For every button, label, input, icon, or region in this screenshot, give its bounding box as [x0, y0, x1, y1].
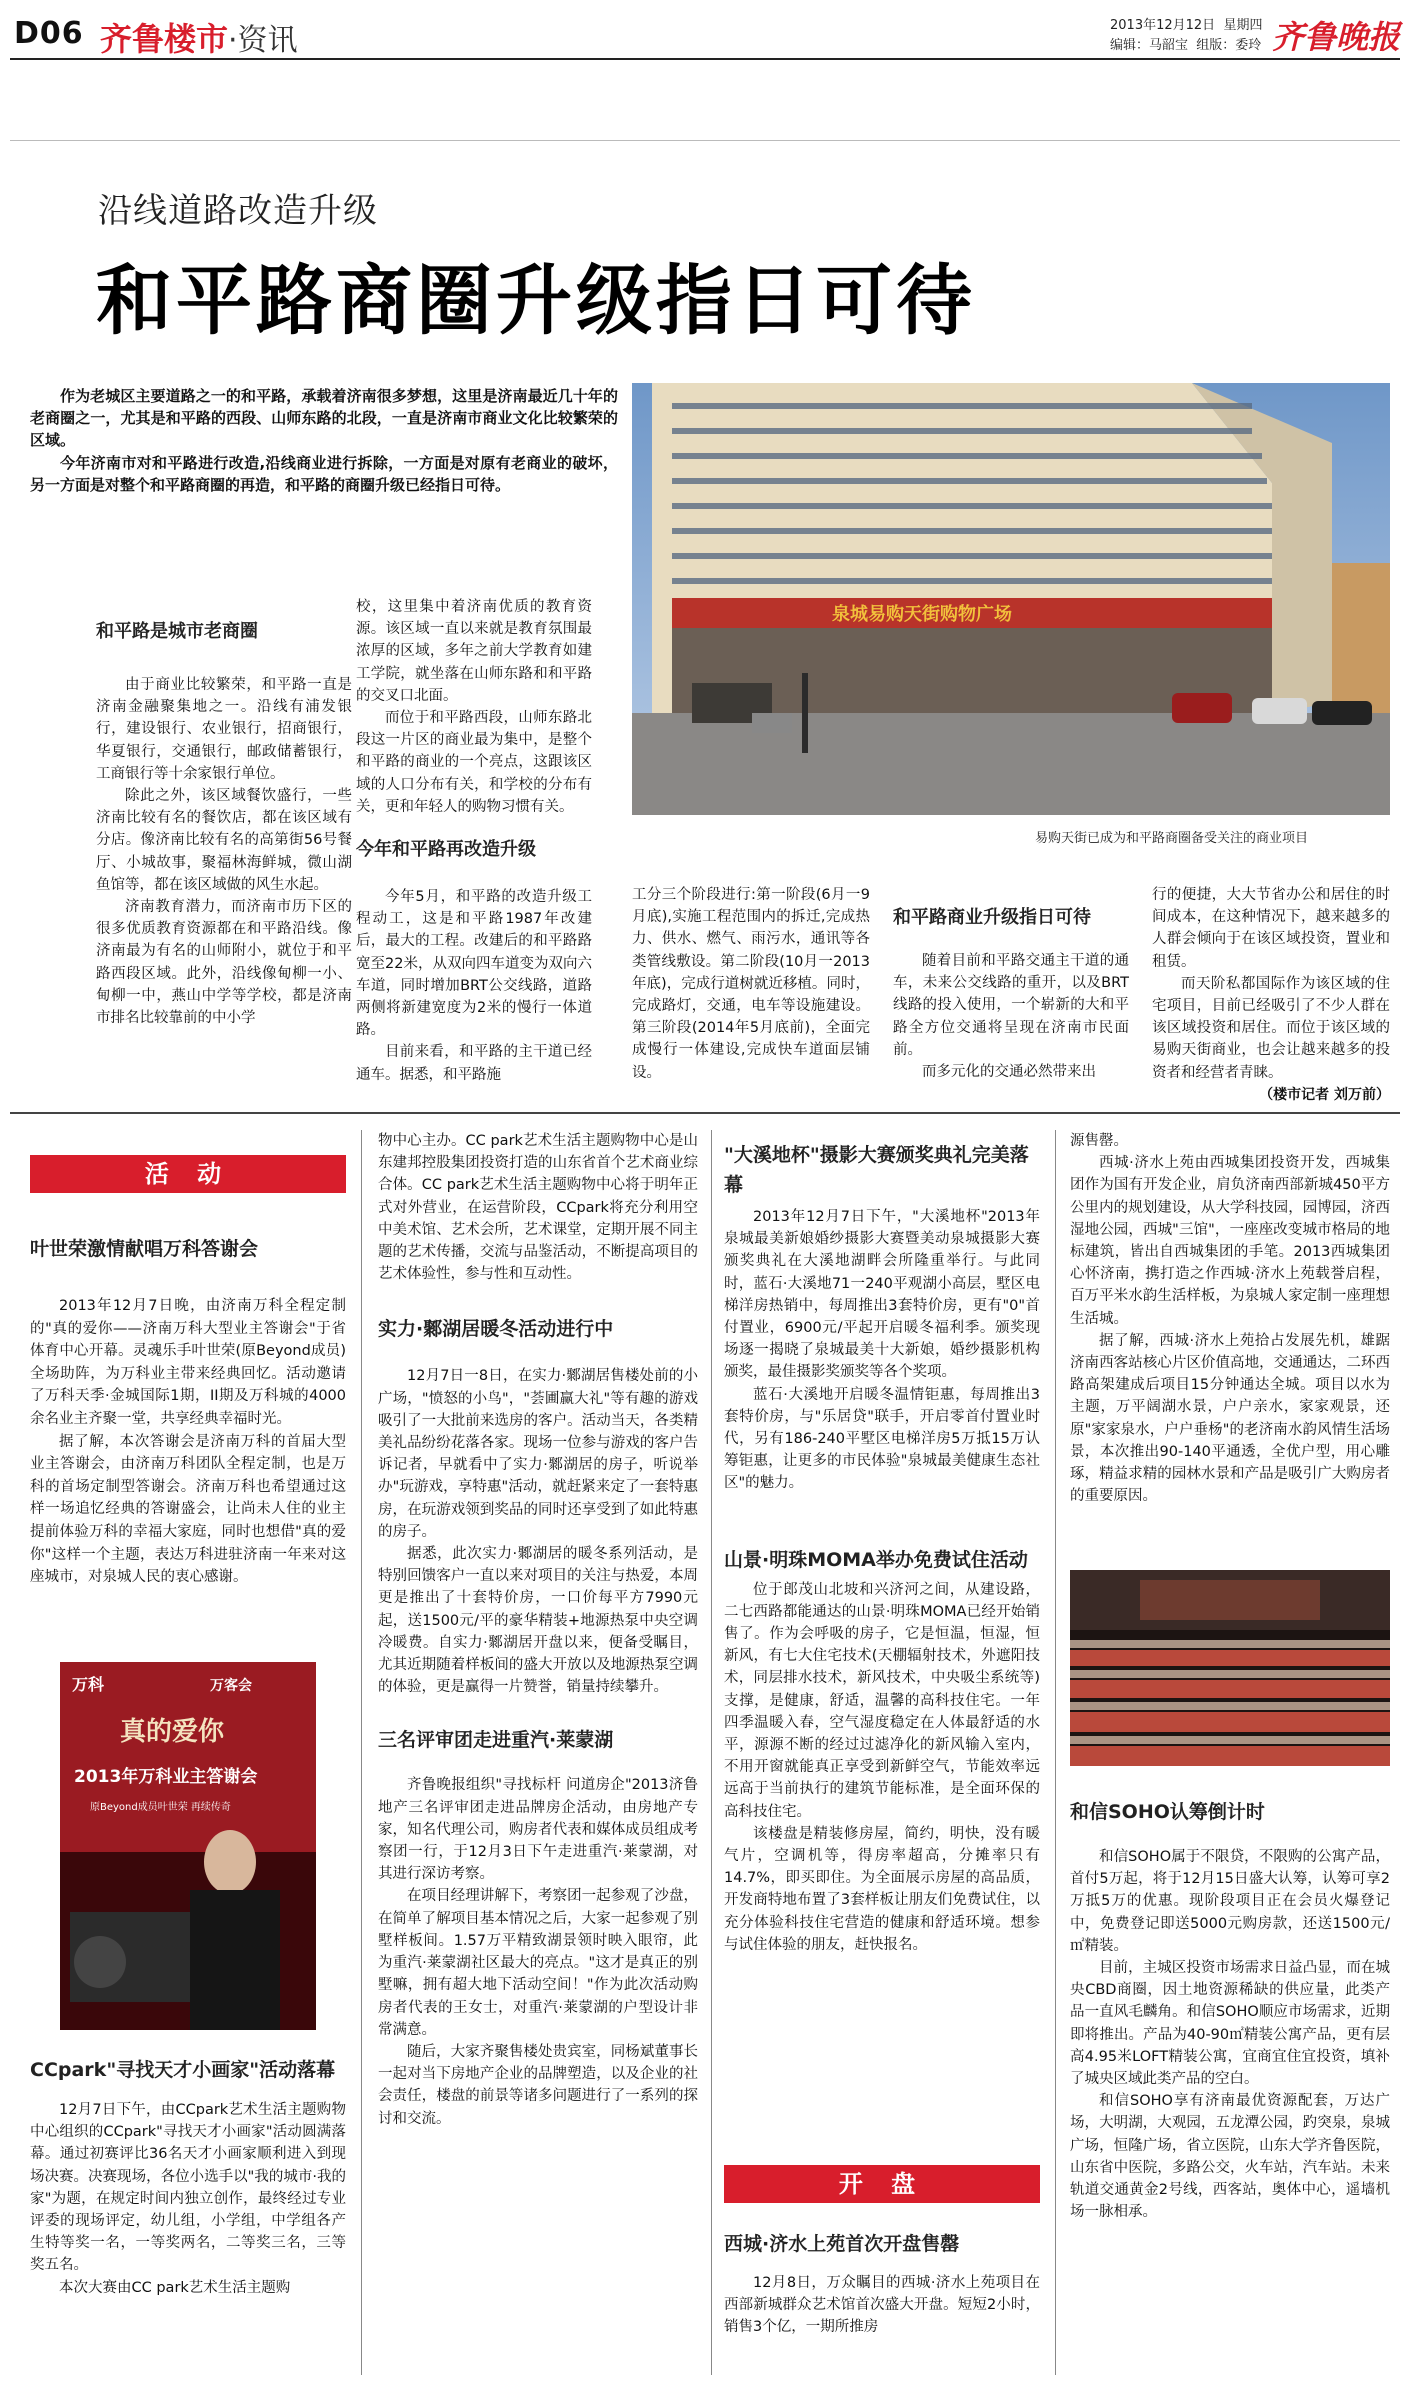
bottom-column-b	[378, 1130, 698, 2130]
newspaper-logo: 齐鲁晚报	[1272, 18, 1401, 56]
tag-activity: 活 动	[30, 1155, 346, 1193]
lead-column-2	[356, 596, 592, 1086]
lead-c2-p3: 今年5月，和平路的改造升级工程动工，这是和平路1987年改建后，最大的工程。改建后的和平路路宽至22米，从双向四车道变为双向六车道，同时增加BRT公交线路，道路两侧将新建宽度为2米的慢行一体道路。	[356, 889, 592, 1039]
lead-c4-p2: 而多元化的交通必然带来出	[922, 1064, 1096, 1081]
lead-intro	[30, 385, 618, 496]
bottom-column-c	[724, 1140, 1040, 1956]
lead-c3-p1: 工分三个阶段进行:第一阶段(6月一9月底),实施工程范围内的拆迁,完成热力、供水、燃气、雨污水，通讯等各类管线敷设。第二阶段(10月一2013年底)，完成行道树就近移植。同时，完成路灯，交通，电车等设施建设。第三阶段(2014年5月底前)，全面完成慢行一体建设,完成快车道面层铺设。	[632, 887, 870, 1081]
lead-column-5	[1152, 884, 1390, 1104]
designer: 组版：委玲	[1196, 38, 1262, 53]
tag-kaipan: 开 盘	[724, 2165, 1040, 2203]
moma-p1: 位于郎茂山北坡和兴济河之间，从建设路，二七西路都能通达的山景·明珠MOMA已经开始销售了。作为会呼吸的房子，它是恒温，恒湿，恒新风，有七大住宅技术(天棚辐射技术，外遮阳技术，同层排水技术，新风技术，中央吸尘系统等)支撑，是健康，舒适，温馨的高科技住宅。一年四季温暖入春，空气湿度稳定在人体最舒适的水平，源源不断的经过过滤净化的新风输入室内，不用开窗就能真正享受到新鲜空气，节能效率远远高于当前执行的建筑节能标准，是全面环保的高科技住宅。	[724, 1581, 1040, 1820]
ccpark-title: CCpark"寻找天才小画家"活动落幕	[30, 2059, 336, 2081]
lead-column-1	[96, 618, 352, 1029]
page-code: D06	[14, 16, 84, 51]
section-divider	[10, 1112, 1400, 1114]
vanke-partner: 万客会	[210, 1678, 252, 1694]
vanke-p1: 2013年12月7日晚，由济南万科全程定制的"真的爱你——济南万科大型业主答谢会"于省体育中心开幕。灵魂乐手叶世荣(原Beyond成员)全场助阵，为万科业主带来经典回忆。活动邀请了万科天季·金城国际1期，II期及万科城的4000余名业主齐聚一堂，共享经典幸福时光。	[30, 1298, 346, 1427]
vanke-photo	[60, 1662, 316, 2030]
jishui-p1: 12月8日，万众瞩目的西城·济水上苑项目在西部新城群众艺术馆首次盛大开盘。短短2小时，销售3个亿，一期所推房	[724, 2275, 1040, 2336]
lead-c1-p2: 除此之外，该区域餐饮盛行，一些济南比较有名的餐饮店，都在该区域有分店。像济南比较有名的高第街56号餐厅、小城故事，聚福林海鲜城，微山湖鱼馆等，都在该区域做的风生水起。	[96, 788, 352, 893]
photo-caption: 易购天街已成为和平路商圈备受关注的商业项目	[1035, 831, 1309, 846]
lead-c2-p1: 校，这里集中着济南优质的教育资源。该区域一直以来就是教育氛围最浓厚的区域，多年之前大学教育如建工学院，就坐落在山师东路和和平路的交叉口北面。	[356, 599, 592, 704]
hexin-p3: 和信SOHO享有济南最优资源配套，万达广场，大明湖，大观园，五龙潭公园，趵突泉，泉城广场，恒隆广场，省立医院，山东大学齐鲁医院，山东省中医院，多路公交，火车站，汽车站。未来轨道交通黄金2号线，西客站，奥体中心，遥墙机场一脉相承。	[1070, 2093, 1390, 2221]
jishui-p3: 西城·济水上苑由西城集团投资开发，西城集团作为国有开发企业，肩负济南西部新城450平方公里内的规划建设，从大学科技园，园博园，济西湿地公园，西城"三馆"，一座座改变城市格局的地标建筑，皆出自西城集团的手笔。2013西城集团心怀济南，携打造之作西城·济水上苑载誉启程，百万平米水韵生活样板，为泉城人家定制一座理想生活城。	[1070, 1155, 1390, 1327]
jishui-p4: 据了解，西城·济水上苑拾占发展先机，雄踞济南西客站核心片区价值高地，交通通达，二环西路高架建成后项目15分钟通达全城。项目以水为主题，万平阔湖水景，户户亲水，家家观景，还原"家家泉水，户户垂杨"的老济南水韵风情生活场景，本次推出90-140平通透，全优户型，用心雕琢，精益求精的园林水景和产品是吸引广大购房者的重要原因。	[1070, 1332, 1390, 1505]
reporter-sign: （楼市记者 刘万前）	[1259, 1086, 1390, 1103]
ccpark-p1: 12月7日下午，由CCpark艺术生活主题购物中心组织的CCpark"寻找天才小画家"活动圆满落幕。通过初赛评比36名天才小画家顺利进入到现场决赛。决赛现场，各位小选手以"我的城市·我的家"为题，在规定时间内独立创作，最终经过专业评委的现场评定，幼儿组，小学组，中学组各产生特等奖一名，一等奖两名，二等奖三名，三等奖五名。	[30, 2102, 346, 2274]
page-header	[0, 0, 1409, 70]
editor: 编辑：马韶宝	[1110, 38, 1189, 53]
audience-hall-photo	[1070, 1570, 1390, 1766]
lead-top-rule	[10, 140, 1400, 141]
hexin-p1: 和信SOHO属于不限贷，不限购的公寓产品，首付5万起，将于12月15日盛大认筹，认筹可享2万抵5万的优惠。现阶段项目正在会员火爆登记中，免费登记即送5000元购房款，还送1500元/㎡精装。	[1070, 1849, 1390, 1954]
lead-column-4	[893, 884, 1129, 1083]
moma-p2: 该楼盘是精装修房屋，简约，明快，没有暖气片，空调机等，得房率超高，分摊率只有14.7%，即买即住。为全面展示房屋的高品质，开发商特地布置了3套样板让朋友们免费试住，以充分体验科技住宅营造的健康和舒适环境。想参与试住体验的朋友，赶快报名。	[724, 1825, 1040, 1953]
bottom-column-d	[1070, 1130, 1390, 1507]
kicker: 沿线道路改造升级	[98, 191, 378, 231]
shili-p1: 12月7日一8日，在实力·鄹湖居售楼处前的小广场，"愤怒的小鸟"，"荟圃赢大礼"等有趣的游戏吸引了一大批前来选房的客户。活动当天，各类精美礼品纷纷花落各家。现场一位参与游戏的客户告诉记者，早就看中了实力·鄹湖居的房子，听说举办"玩游戏，享特惠"活动，就赶紧来定了一套特惠房，在玩游戏领到奖品的同时还享受到了如此特惠的房子。	[378, 1368, 698, 1540]
vanke-theme: 真的爱你	[120, 1717, 225, 1747]
subhead-upgrade: 和平路商业升级指日可待	[893, 907, 1091, 928]
vanke-title: 叶世荣激情献唱万科答谢会	[30, 1238, 259, 1260]
bottom-column-d2	[1070, 1798, 1390, 2223]
vanke-event: 2013年万科业主答谢会	[74, 1767, 258, 1787]
moma-title: 山景·明珠MOMA举办免费试住活动	[724, 1548, 1028, 1571]
bottom-column-a	[30, 1235, 346, 1589]
photo-sign: 泉城易购天街购物广场	[832, 604, 1012, 625]
shili-title: 实力·鄹湖居暖冬活动进行中	[378, 1318, 614, 1341]
laimeng-p2: 在项目经理讲解下，考察团一起参观了沙盘，在简单了解项目基本情况之后，大家一起参观了别墅样板间。1.57万平精致湖景领时映入眼帘，此为重汽·莱蒙湖社区最大的亮点。"这才是真正的别墅嘛，拥有超大地下活动空间！"作为此次活动购房者代表的王女士，对重汽·莱蒙湖的户型设计非常满意。	[378, 1888, 698, 2038]
date: 2013年12月12日	[1110, 18, 1216, 33]
col-rule-cd	[1055, 1130, 1056, 2375]
lead-c2-p2: 而位于和平路西段，山师东路北段这一片区的商业最为集中，是整个和平路的商业的一个亮点，这跟该区域的人口分布有关，和学校的分布有关，更和年轻人的购物习惯有关。	[356, 710, 592, 815]
subhead-renovation: 今年和平路再改造升级	[356, 839, 536, 861]
vanke-guest: 原Beyond成员叶世荣 再续传奇	[90, 1802, 231, 1813]
audience-photo	[1070, 1570, 1390, 1766]
laimeng-p3: 随后，大家齐聚售楼处贵宾室，同杨斌董事长一起对当下房地产企业的品牌塑造，以及企业的社会责任，楼盘的前景等诸多问题进行了一系列的探讨和交流。	[378, 2043, 698, 2127]
laimeng-p1: 齐鲁晚报组织"寻找标杆 问道房企"2013济鲁地产三名评审团走进品牌房企活动，由房地产专家，知名代理公司，购房者代表和媒体成员组成考察团一行，于12月3日下午走进重汽·莱蒙湖，对其进行深访考察。	[378, 1777, 698, 1883]
weekday: 星期四	[1223, 18, 1263, 33]
daxidi-p1: 2013年12月7日下午，"大溪地杯"2013年泉城最美新娘婚纱摄影大赛暨美动泉城摄影大赛颁奖典礼在大溪地湖畔会所隆重举行。与此同时，蓝石·大溪地71一240平观湖小高层，墅区电梯洋房热销中，每周推出3套特价房，更有"0"首付置业，6900元/平起开启暖冬福利季。颁奖现场逐一揭晓了泉城最美十大新娘，婚纱摄影机构颁奖，最佳摄影奖颁奖等各个奖项。	[724, 1209, 1040, 1381]
shili-p2: 据悉，此次实力·鄹湖居的暖冬系列活动，是特别回馈客户一直以来对项目的关注与热爱，本周更是推出了十套特价房，一口价每平方7990元起，送1500元/平的豪华精装+地源热泵中央空调冷暖费。自实力·鄹湖居开盘以来，便备受瞩目，尤其近期随着样板间的盛大开放以及地源热泵空调的体验，更是赢得一片赞誉，销量持续攀升。	[378, 1546, 698, 1696]
vanke-p2: 据了解，本次答谢会是济南万科的首届大型业主答谢会，由济南万科团队全程定制，也是万科的首场定制型答谢会。济南万科也希望通过这样一场追忆经典的答谢盛会，让尚未人住的业主提前体验万科的幸福大家庭，同时也想借"真的爱你"这样一个主题，表达万科进驻济南一年来对这座城市，对泉城人民的衷心感谢。	[30, 1433, 346, 1586]
lead-c1-p1: 由于商业比较繁荣，和平路一直是济南金融聚集地之一。沿线有浦发银行，建设银行、农业银行，招商银行，华夏银行，交通银行，邮政储蓄银行，工商银行等十余家银行单位。	[96, 677, 352, 782]
headline: 和平路商圈升级指日可待	[96, 256, 976, 345]
laimeng-title: 三名评审团走进重汽·莱蒙湖	[378, 1729, 614, 1752]
lead-c2-p4: 目前来看，和平路的主干道已经通车。据悉，和平路施	[356, 1044, 592, 1083]
subhead-old-commerce: 和平路是城市老商圈	[96, 621, 258, 642]
hexin-title: 和信SOHO认筹倒计时	[1070, 1801, 1265, 1823]
mall-building-photo	[632, 383, 1390, 815]
daxidi-title: "大溪地杯"摄影大赛颁奖典礼完美落幕	[724, 1144, 1029, 1196]
col-rule-ab	[361, 1130, 362, 2375]
bottom-column-c2	[724, 2230, 1040, 2339]
header-editors	[1110, 34, 1261, 53]
header-divider	[10, 58, 1400, 60]
vanke-brand: 万科	[72, 1675, 105, 1694]
section-subname: ·资讯	[228, 23, 298, 58]
header-date	[1110, 14, 1262, 33]
lead-photo	[632, 383, 1390, 815]
lead-c1-p3: 济南教育潜力，而济南市历下区的很多优质教育资源都在和平路沿线。像济南最为有名的山师附小，就位于和平路西段区域。此外，沿线像甸柳一小、甸柳一中，燕山中学等学校，都是济南市排名比较靠前的中小学	[96, 899, 352, 1027]
lead-column-3	[632, 884, 870, 1084]
ccpark-p3: 物中心主办。CC park艺术生活主题购物中心是山东建邦控股集团投资打造的山东省首个艺术商业综合体。CC park艺术生活主题购物中心将于明年正式对外营业，在运营阶段，CCpark将充分利用空中美术馆、艺术会所，艺术课堂，定期开展不同主题的艺术传播，交流与品鉴活动，不断提高项目的艺术体验性，参与性和互动性。	[378, 1133, 698, 1283]
intro-paragraph-2: 今年济南市对和平路进行改造,沿线商业进行拆除，一方面是对原有老商业的破坏，另一方面是对整个和平路商圈的再造，和平路的商圈升级已经指日可待。	[30, 453, 618, 494]
ccpark-p2: 本次大赛由CC park艺术生活主题购	[59, 2279, 291, 2296]
lead-c4-p1: 随着目前和平路交通主干道的通车，未来公交线路的重开，以及BRT线路的投入使用，一个崭新的大和平路全方位交通将呈现在济南市民面前。	[893, 953, 1129, 1058]
lead-c5-p2: 而天阶私都国际作为该区域的住宅项目，目前已经吸引了不少人群在该区域投资和居住。而位于该区域的易购天街商业，也会让越来越多的投资者和经营者青睐。	[1152, 975, 1390, 1081]
jishui-title: 西城·济水上苑首次开盘售罄	[724, 2233, 960, 2255]
daxidi-p2: 蓝石·大溪地开启暖冬温情钜惠，每周推出3套特价房，与"乐居贷"联手，开启零首付置业时代，另有186-240平墅区电梯洋房5万抵15万认筹钜惠，让更多的市民体验"泉城最美健康生态社区"的魅力。	[724, 1386, 1040, 1492]
intro-paragraph-1: 作为老城区主要道路之一的和平路，承载着济南很多梦想，这里是济南最近几十年的老商圈之一，尤其是和平路的西段、山师东路的北段，一直是济南市商业文化比较繁荣的区域。	[30, 387, 618, 450]
col-rule-bc	[711, 1130, 712, 2375]
hexin-p2: 目前，主城区投资市场需求日益凸显，而在城央CBD商圈，因土地资源稀缺的供应量，此类产品一直风毛麟角。和信SOHO顺应市场需求，近期即将推出。产品为40-90㎡精装公寓产品，更有层高4.95米LOFT精装公寓，宜商宜住宜投资，填补了城央区域此类产品的空白。	[1070, 1960, 1390, 2088]
lead-c5-p1: 行的便捷，大大节省办公和居住的时间成本，在这种情况下，越来越多的人群会倾向于在该区域投资，置业和租赁。	[1152, 887, 1390, 970]
jishui-p2: 源售罄。	[1070, 1133, 1128, 1149]
section-name: 齐鲁楼市	[100, 20, 229, 58]
bottom-column-a2	[30, 2055, 346, 2299]
section-title	[100, 14, 298, 60]
vanke-concert-photo	[60, 1662, 316, 2030]
